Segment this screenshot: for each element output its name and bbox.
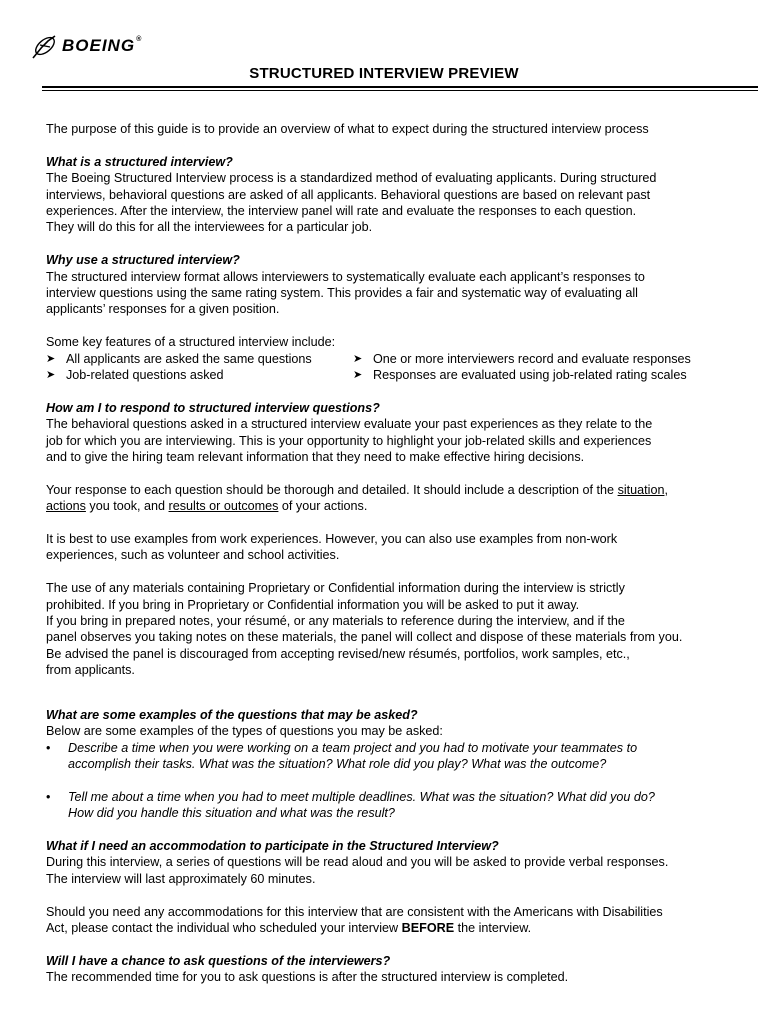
paragraph-line: panel observes you taking notes on these materials, the panel will collect and dispose of these materials from you. [46, 630, 683, 645]
heading-what-is: What is a structured interview? [46, 154, 233, 169]
before-emphasis: BEFORE [401, 920, 455, 935]
logo-wordmark: BOEING® [62, 36, 143, 55]
underlined-results: results or outcomes [168, 499, 279, 514]
document-title: STRUCTURED INTERVIEW PREVIEW [249, 65, 519, 82]
spacer [46, 465, 746, 481]
arrow-bullet-icon: ➤ [46, 369, 56, 382]
paragraph-line: The Boeing Structured Interview process is a standardized method of evaluating applicants. During structured [46, 171, 657, 186]
example-question: • Tell me about a time when you had to meet multiple deadlines. What was the situation? What did you do? How did you handle this situation and what was the result? [46, 789, 655, 821]
spacer [46, 822, 746, 838]
paragraph-line: Should you need any accommodations for this interview that are consistent with the Americans with Disabilities [46, 904, 663, 919]
heading-why-use: Why use a structured interview? [46, 253, 240, 268]
paragraph-line: The recommended time for you to ask questions is after the structured interview is completed. [46, 970, 569, 985]
paragraph-line: job for which you are interviewing. This is your opportunity to highlight your job-related skills and experiences [46, 433, 652, 448]
accommodation-contact-line: Act, please contact the individual who scheduled your interview BEFORE the interview. [46, 920, 532, 935]
title-rule-thick [42, 86, 758, 88]
spacer [46, 318, 746, 334]
features-intro: Some key features of a structured interview include: [46, 335, 336, 350]
feature-item: ➤ Job-related questions asked [46, 368, 224, 383]
paragraph-line: The behavioral questions asked in a structured interview evaluate your past experiences as they relate to the [46, 417, 653, 432]
paragraph-line: The structured interview format allows interviewers to systematically evaluate each applicant’s responses to [46, 269, 645, 284]
spacer [46, 772, 746, 788]
spacer [46, 564, 746, 580]
paragraph-line: interviews, behavioral questions are asked of all applicants. Behavioral questions are based on relevant past [46, 187, 651, 202]
example-questions-list [46, 740, 746, 822]
paragraph-line: interview questions using the same rating system. This provides a fair and systematic way of evaluating all [46, 286, 638, 301]
paragraph-line: If you bring in prepared notes, your résumé, or any materials to reference during the interview, and if the [46, 614, 625, 629]
underlined-actions: actions [46, 499, 86, 514]
spacer [46, 679, 746, 707]
spacer [46, 383, 746, 399]
paragraph-line: During this interview, a series of questions will be read aloud and you will be asked to provide verbal responses. [46, 855, 669, 870]
boeing-symbol-icon [30, 31, 60, 61]
arrow-bullet-icon: ➤ [353, 369, 363, 382]
features-list [46, 351, 746, 384]
response-paragraph: Your response to each question should be thorough and detailed. It should include a description of the situation, [46, 482, 668, 497]
document-body [46, 121, 746, 986]
spacer [46, 887, 746, 903]
spacer [46, 515, 746, 531]
paragraph-line: The interview will last approximately 60 minutes. [46, 871, 316, 886]
boeing-logo [30, 30, 142, 62]
example-question: • Describe a time when you were working on a team project and you had to motivate your teammates to accomplish their tasks. What was the situation? What role did you play? What was the outcome? [46, 740, 638, 771]
feature-item: ➤ All applicants are asked the same questions [46, 351, 312, 366]
paragraph-line: Be advised the panel is discouraged from accepting revised/new résumés, portfolios, work samples, etc., [46, 646, 630, 661]
paragraph-line: experiences. After the interview, the interview panel will rate and evaluate the responses to each question. [46, 204, 637, 219]
feature-item: ➤ One or more interviewers record and evaluate responses [353, 351, 691, 366]
heading-examples: What are some examples of the questions that may be asked? [46, 707, 418, 722]
paragraph-line: The use of any materials containing Proprietary or Confidential information during the interview is strictly [46, 581, 625, 596]
heading-how-respond: How am I to respond to structured interview questions? [46, 400, 380, 415]
underlined-situation: situation [617, 482, 665, 497]
paragraph-line: They will do this for all the interviewees for a particular job. [46, 220, 373, 235]
response-paragraph-cont: actions you took, and results or outcomes of your actions. [46, 499, 368, 514]
paragraph-line: Below are some examples of the types of questions you may be asked: [46, 724, 443, 739]
paragraph-line: from applicants. [46, 663, 135, 678]
heading-accommodation: What if I need an accommodation to participate in the Structured Interview? [46, 838, 499, 853]
spacer [46, 137, 746, 153]
spacer [46, 236, 746, 252]
spacer [46, 936, 746, 952]
paragraph-line: prohibited. If you bring in Proprietary or Confidential information you will be asked to put it away. [46, 597, 580, 612]
bullet-icon: • [46, 740, 51, 755]
paragraph-line: experiences, such as volunteer and school activities. [46, 548, 340, 563]
paragraph-line: It is best to use examples from work experiences. However, you can also use examples from non-work [46, 532, 618, 547]
intro-paragraph: The purpose of this guide is to provide an overview of what to expect during the structured interview process [46, 122, 649, 136]
paragraph-line: applicants’ responses for a given position. [46, 302, 280, 317]
arrow-bullet-icon: ➤ [46, 352, 56, 365]
heading-ask-questions: Will I have a chance to ask questions of the interviewers? [46, 953, 391, 968]
bullet-icon: • [46, 789, 51, 804]
feature-item: ➤ Responses are evaluated using job-related rating scales [353, 368, 687, 383]
paragraph-line: and to give the hiring team relevant information that they need to make effective hiring decisions. [46, 450, 585, 465]
title-rule-thin [42, 90, 758, 91]
arrow-bullet-icon: ➤ [353, 352, 363, 365]
